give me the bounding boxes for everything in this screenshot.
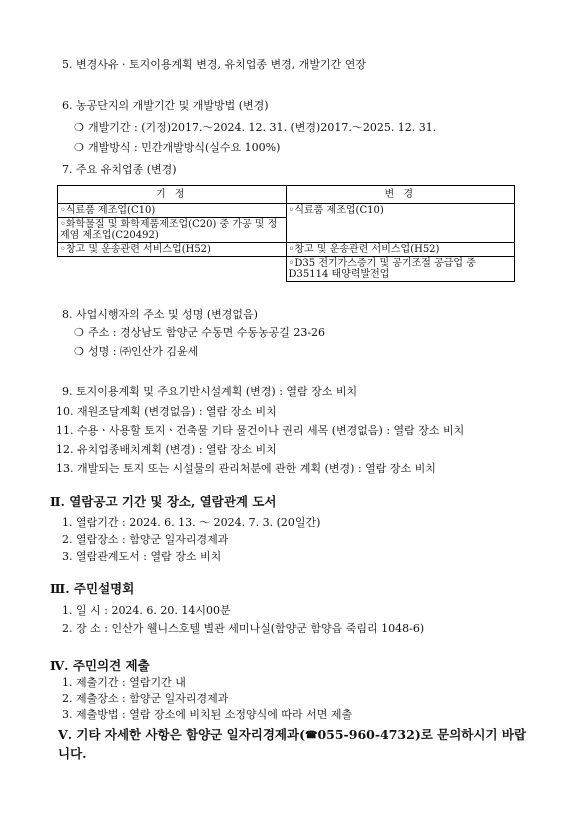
section-3-item-2: 2. 장 소 : 인산가 웰니스호텔 별관 세미나실(함양군 함양읍 죽림리 1048-6) [62, 622, 425, 635]
circle-bullet-icon: ❍ [74, 121, 84, 134]
section-5-contact: Ⅴ. 기타 자세한 사항은 함양군 일자리경제과(☎055-960-4732)로 문의하시기 바랍니다. [58, 727, 527, 761]
section-4-item-2: 2. 제출장소 : 함양군 일자리경제과 [62, 692, 229, 705]
header-after: 변 경 [286, 186, 515, 204]
item-9: 9. 토지이용계획 및 주요기반시설계획 (변경) : 열람 장소 비치 [62, 385, 358, 398]
section-4-item-3: 3. 제출방법 : 열람 장소에 비치된 소정양식에 따라 서면 제출 [62, 708, 353, 721]
section-3-item-1: 1. 일 시 : 2024. 6. 20. 14시00분 [62, 604, 231, 617]
item-8-name: ❍ 성명 : ㈜인산가 김윤세 [74, 345, 199, 358]
item-8-title: 8. 사업시행자의 주소 및 성명 (변경없음) [62, 308, 258, 321]
circle-bullet-icon: ❍ [74, 141, 84, 154]
circle-bullet-icon: ❍ [74, 345, 84, 358]
table-row [58, 204, 515, 243]
item-11: 11. 수용ㆍ사용할 토지ㆍ건축물 기타 물건이나 권리 세목 (변경없음) : 열람 장소 비치 [56, 424, 465, 437]
table-cell-before: ◦식료품 제조업(C10) ◦화학물질 및 화학제품제조업(C20) 중 가공 및 정제염 제조업(C20492) [58, 204, 287, 243]
item-10: 10. 재원조달계획 (변경없음) : 열람 장소 비치 [56, 405, 277, 418]
item-7-title: 7. 주요 유치업종 (변경) [62, 163, 177, 176]
table-cell-before: ◦창고 및 운송관련 서비스업(H52) [58, 243, 287, 257]
industry-change-table [57, 185, 515, 282]
table-cell-before-empty [58, 257, 287, 282]
phone-icon: ☎ [305, 730, 318, 741]
table-cell-after: ◦식료품 제조업(C10) [286, 204, 515, 243]
circle-bullet-icon: ❍ [74, 326, 84, 339]
item-6: 6. 농공단지의 개발기간 및 개발방법 (변경) [62, 99, 269, 112]
section-4-title: Ⅳ. 주민의견 제출 [50, 658, 150, 673]
section-3-title: Ⅲ. 주민설명회 [50, 581, 135, 596]
item-12: 12. 유치업종배치계획 (변경) : 열람 장소 비치 [56, 443, 277, 456]
table-row [58, 243, 515, 257]
table-header-row [58, 186, 515, 204]
header-before: 기 정 [58, 186, 287, 204]
item-6-bullet-method: ❍ 개발방식 : 민간개발방식(실수요 100%) [74, 141, 281, 154]
section-2-item-1: 1. 열람기간 : 2024. 6. 13. ～ 2024. 7. 3. (20일간) [62, 516, 321, 529]
item-13: 13. 개발되는 토지 또는 시설물의 관리처분에 관한 계획 (변경) : 열람 장소 비치 [56, 462, 436, 475]
section-2-item-2: 2. 열람장소 : 함양군 일자리경제과 [62, 533, 229, 546]
item-5: 5. 변경사유 · 토지이용계획 변경, 유치업종 변경, 개발기간 연장 [62, 58, 366, 71]
table-cell-after: ◦창고 및 운송관련 서비스업(H52) [286, 243, 515, 257]
table-cell-after: ◦D35 전기가스증기 및 공기조절 공급업 중 D35114 태양력발전업 [286, 257, 515, 282]
table-row [58, 257, 515, 282]
section-2-item-3: 3. 열람관계도서 : 열람 장소 비치 [62, 550, 222, 563]
item-8-address: ❍ 주소 : 경상남도 함양군 수동면 수동농공길 23-26 [74, 326, 326, 339]
section-2-title: Ⅱ. 열람공고 기간 및 장소, 열람관계 도서 [50, 494, 277, 509]
item-6-bullet-period: ❍ 개발기간 : (기정)2017.～2024. 12. 31. (변경)2017.～2025. 12. 31. [74, 121, 437, 134]
section-4-item-1: 1. 제출기간 : 열람기간 내 [62, 676, 186, 689]
